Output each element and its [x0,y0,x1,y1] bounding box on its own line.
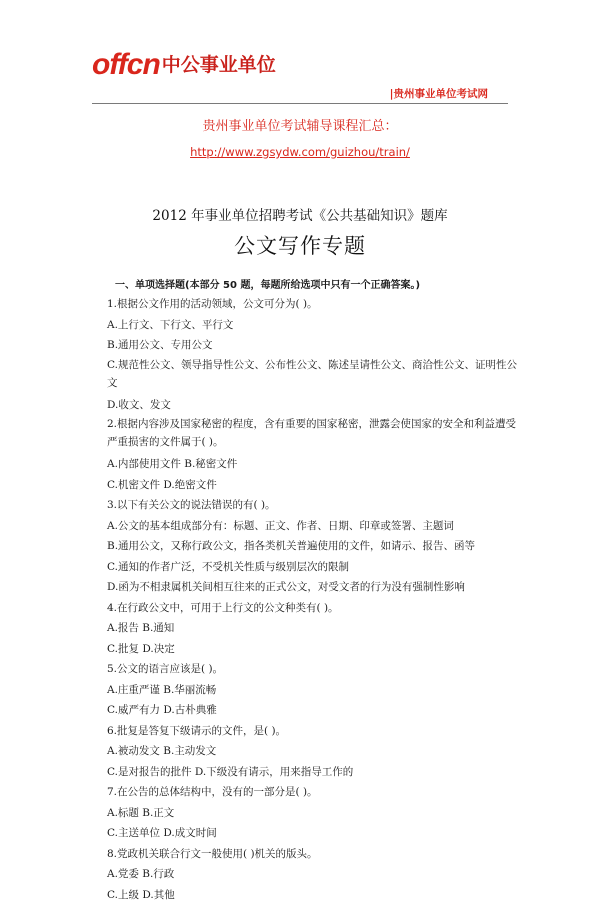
offcn-logo[interactable] [92,50,276,80]
option-line: C.是对报告的批件 D.下级没有请示，用来指导工作的 [107,762,517,783]
option-line: C.规范性公文、领导指导性公文、公布性公文、陈述呈请性公文、商洽性公文、证明性公文 [107,356,517,392]
course-url-link[interactable]: http://www.zgsydw.com/guizhou/train/ [0,145,600,159]
logo-mark: offcn [92,50,160,80]
question-line: 1.根据公文作用的活动领域，公文可分为( )。 [107,294,517,315]
option-line: A.上行文、下行文、平行文 [107,315,517,336]
option-line: A.标题 B.正文 [107,803,517,824]
option-line: A.公文的基本组成部分有：标题、正文、作者、日期、印章或签署、主题词 [107,516,517,537]
option-line: C.上级 D.其他 [107,885,517,905]
option-line: C.主送单位 D.成文时间 [107,823,517,844]
question-line: 6.批复是答复下级请示的文件，是( )。 [107,721,517,742]
section-heading: 一、单项选择题(本部分 50 题，每题所给选项中只有一个正确答案。) [115,277,517,294]
header-divider [92,103,508,104]
option-line: C.批复 D.决定 [107,639,517,660]
site-link[interactable]: |贵州事业单位考试网 [390,86,488,101]
option-line: B.通用公文，又称行政公文，指各类机关普遍使用的文件，如请示、报告、函等 [107,536,517,557]
option-line: D.函为不相隶属机关间相互往来的正式公文，对受文者的行为没有强制性影响 [107,577,517,598]
document-subtitle: 公文写作专题 [0,230,600,260]
question-line: 8.党政机关联合行文一般使用( )机关的版头。 [107,844,517,865]
option-line: A.被动发文 B.主动发文 [107,741,517,762]
option-line: C.通知的作者广泛，不受机关性质与级别层次的限制 [107,557,517,578]
logo-text: 中公事业单位 [162,50,276,80]
option-line: A.党委 B.行政 [107,864,517,885]
option-line: B.通用公文、专用公文 [107,335,517,356]
question-content [107,277,517,905]
page-header [0,0,600,110]
question-line: 7.在公告的总体结构中，没有的一部分是( )。 [107,782,517,803]
option-line: A.报告 B.通知 [107,618,517,639]
option-line: A.内部使用文件 B.秘密文件 [107,454,517,475]
question-line: 5.公文的语言应该是( )。 [107,659,517,680]
option-line: C.威严有力 D.古朴典雅 [107,700,517,721]
question-line: 3.以下有关公文的说法错误的有( )。 [107,495,517,516]
document-title: 2012 年事业单位招聘考试《公共基础知识》题库 [0,204,600,224]
option-line: C.机密文件 D.绝密文件 [107,475,517,496]
option-line: D.收文、发文 [107,395,517,416]
option-line: A.庄重严谨 B.华丽流畅 [107,680,517,701]
question-line: 4.在行政公文中，可用于上行文的公文种类有( )。 [107,598,517,619]
question-line: 2.根据内容涉及国家秘密的程度，含有重要的国家秘密，泄露会使国家的安全和利益遭受严重损害的文件属于( )。 [107,415,517,451]
course-summary-title: 贵州事业单位考试辅导课程汇总： [0,115,600,134]
